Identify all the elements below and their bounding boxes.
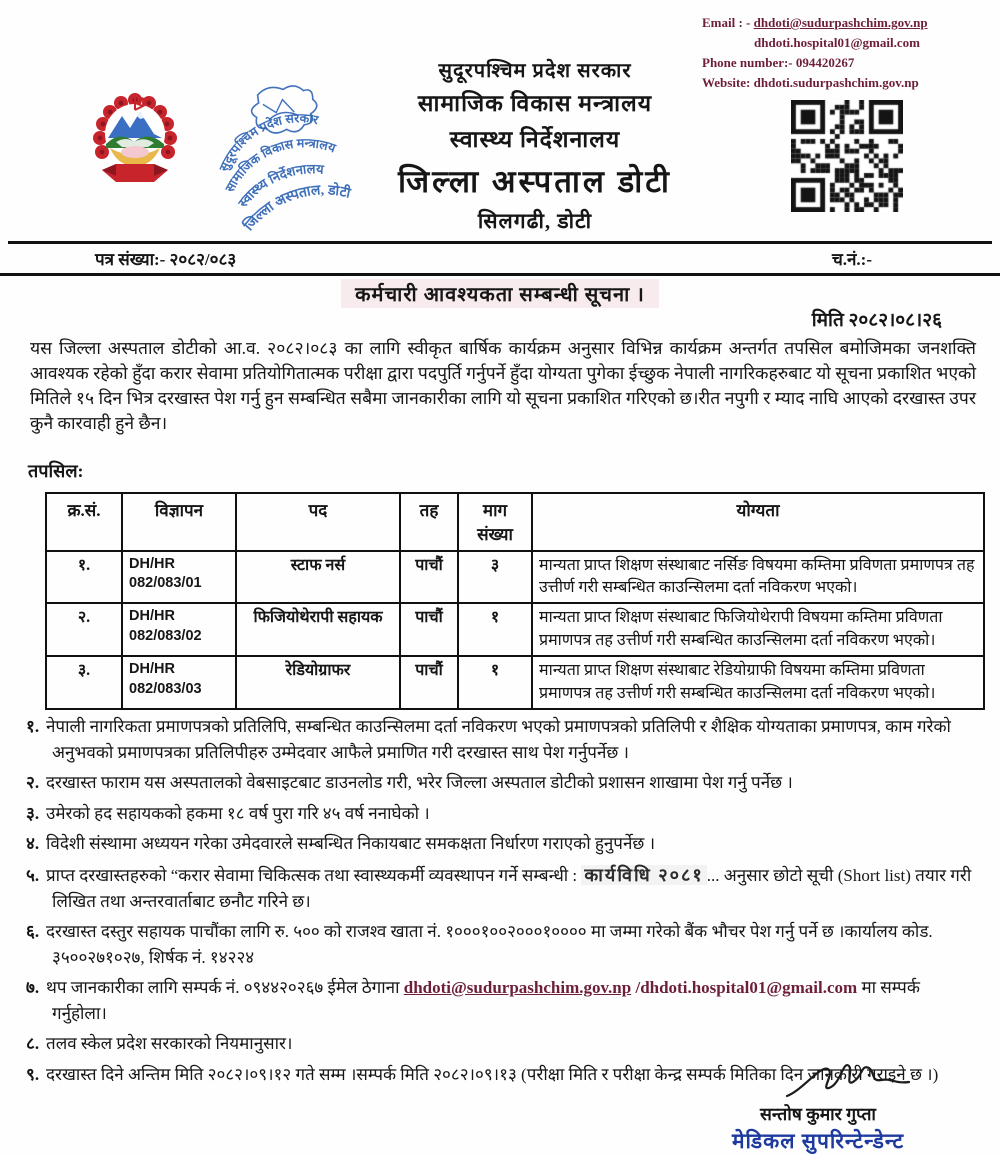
svg-text:सामाजिक विकास मन्त्रालय: सामाजिक विकास मन्त्रालय xyxy=(222,136,338,195)
table-cell: १ xyxy=(458,603,532,656)
text-segment: प्राप्त दरखास्तहरुको “करार सेवामा चिकित्सक तथा स्वास्थ्यकर्मी व्यवस्थापन गर्ने सम्बन्धी : xyxy=(46,865,582,885)
note-number: ९. xyxy=(26,1064,40,1084)
note-item xyxy=(26,919,978,970)
text-segment: ... अनुसार छोटो सूची (Short list) तयार गरी लिखित तथा अन्तरवार्ताबाट छनौट गरिने छ। xyxy=(52,865,972,911)
contact-block xyxy=(702,13,970,94)
note-item xyxy=(26,831,978,857)
table-row xyxy=(46,551,984,604)
email-secondary[interactable]: dhdoti.hospital01@gmail.com xyxy=(754,35,920,51)
vacancy-table xyxy=(45,492,985,710)
note-number: १. xyxy=(26,717,40,736)
letter-number-row xyxy=(0,247,1000,271)
svg-text:जिल्ला अस्पताल, डोटी: जिल्ला अस्पताल, डोटी xyxy=(241,183,352,235)
text-segment: दरखास्त दिने अन्तिम मिति २०८२।०९।१२ गते सम्म ।सम्पर्क मिति २०८२।०९।१३ (परीक्षा मिति र परीक्षा केन्द्र सम्पर्क मितिका दिन जानकारी गराइने छ ।) xyxy=(46,1064,939,1084)
website-url: Website: dhdoti.sudurpashchim.gov.np xyxy=(702,75,919,91)
tapasil-label: तपसिल: xyxy=(28,461,84,481)
column-header: योग्यता xyxy=(532,493,984,551)
dispatch-number: च.नं.:- xyxy=(831,250,872,269)
phone-number: Phone number:- 094420267 xyxy=(702,55,855,71)
table-cell: पाचौं xyxy=(400,603,458,656)
table-cell: पाचौं xyxy=(400,551,458,604)
note-item xyxy=(26,801,978,827)
table-cell: मान्यता प्राप्त शिक्षण संस्थाबाट फिजियोथेरापी विषयमा कम्तिमा प्रविणता प्रमाणपत्र तह उत्तीर्ण गरी सम्बन्धित काउन्सिलमा दर्ता नविकरण भएको। xyxy=(532,603,984,656)
table-cell: DH/HR 082/083/03 xyxy=(122,656,236,709)
header-office-block xyxy=(330,56,740,235)
table-cell: मान्यता प्राप्त शिक्षण संस्थाबाट नर्सिङ विषयमा कम्तिमा प्रविणता प्रमाणपत्र तह उत्तीर्ण गरी सम्बन्धित काउन्सिलमा दर्ता नविकरण भएको। xyxy=(532,551,984,604)
notice-date: मिति २०८२।०८।२६ xyxy=(811,310,942,331)
table-cell: ३. xyxy=(46,656,122,709)
text-segment: तलव स्केल प्रदेश सरकारको नियमानुसार। xyxy=(46,1034,293,1053)
table-cell: १. xyxy=(46,551,122,604)
column-header: तह xyxy=(400,493,458,551)
text-segment: Email : - xyxy=(702,15,754,30)
contact-line xyxy=(702,33,970,53)
horizontal-rule-top xyxy=(8,241,992,244)
note-item xyxy=(26,714,978,765)
signatory-title: मेडिकल सुपरिन्टेन्डेन्ट xyxy=(731,1129,905,1153)
qr-code xyxy=(791,100,903,212)
text-segment: विदेशी संस्थामा अध्ययन गरेका उमेदवारले सम्बन्धित निकायबाट समकक्षता निर्धारण गराएको हुनुपर्नेछ । xyxy=(46,834,656,853)
contact-line xyxy=(702,13,970,33)
contact-line xyxy=(702,53,970,73)
column-header: माग संख्या xyxy=(458,493,532,551)
table-cell: पाचौं xyxy=(400,656,458,709)
header-ministry: सामाजिक विकास मन्त्रालय xyxy=(417,91,653,116)
note-number: ६. xyxy=(26,922,40,941)
text-segment: थप जानकारीका लागि सम्पर्क नं. ०९४४२०२६७ ईमेल ठेगाना xyxy=(46,978,404,997)
column-header: पद xyxy=(236,493,400,551)
header-province: सुदूरपश्चिम प्रदेश सरकार xyxy=(438,60,632,82)
table-cell: DH/HR 082/083/02 xyxy=(122,603,236,656)
horizontal-rule-bottom xyxy=(0,273,1000,276)
letter-number: पत्र संख्या:- २०८२/०८३ xyxy=(95,250,237,269)
email-secondary-note[interactable]: /dhdoti.hospital01@gmail.com xyxy=(631,978,858,997)
header-hospital-name: जिल्ला अस्पताल डोटी xyxy=(398,164,672,199)
table-cell: २. xyxy=(46,603,122,656)
table-cell: DH/HR 082/083/01 xyxy=(122,551,236,604)
table-row xyxy=(46,656,984,709)
note-number: ३. xyxy=(26,803,40,823)
note-item xyxy=(26,1031,978,1057)
table-cell: मान्यता प्राप्त शिक्षण संस्थाबाट रेडियोग्राफी विषयमा कम्तिमा प्रविणता प्रमाणपत्र तह उत्तीर्ण गरी सम्बन्धित काउन्सिलमा दर्ता नविकरण भएको। xyxy=(532,656,984,709)
handwritten-insert: कार्यविधि २०८१ xyxy=(581,865,706,885)
note-item xyxy=(26,770,978,796)
intro-paragraph: यस जिल्ला अस्पताल डोटीको आ.व. २०८२।०८३ का लागि स्वीकृत बार्षिक कार्यक्रम अनुसार विभिन्न कार्यक्रम अन्तर्गत तपसिल बमोजिमका जनशक्ति आवश्यक रहेको हुँदा करार सेवामा प्रतियोगितात्मक परीक्षा द्वारा पदपुर्ति गर्नुपर्ने हुँदा योग्यता पुगेका ईच्छुक नेपाली नागरिकहरुबाट यो सूचना प्रकाशित भएको मितिले १५ दिन भित्र दरखास्त पेश गर्नु हुन सम्बन्धित सबैमा जानकारीका लागि यो सूचना प्रकाशित गरिएको छ।रीत नपुगी र म्याद नाघि आएको दरखास्त उपर कुनै कारवाही हुने छैन। xyxy=(30,338,976,434)
svg-text:स्वास्थ्य निर्देशनालय: स्वास्थ्य निर्देशनालय xyxy=(235,161,325,210)
signature-scribble xyxy=(783,1056,913,1104)
table-cell: ३ xyxy=(458,551,532,604)
column-header: क्र.सं. xyxy=(46,493,122,551)
note-item xyxy=(26,975,978,1026)
text-segment: दरखास्त फाराम यस अस्पतालको वेबसाइटबाट डाउनलोड गरी, भरेर जिल्ला अस्पताल डोटीको प्रशासन शाखामा पेश गर्नु पर्नेछ । xyxy=(46,773,793,792)
note-number: ५. xyxy=(26,865,40,885)
table-cell: फिजियोथेरापी सहायक xyxy=(236,603,400,656)
vacancy-table-header xyxy=(46,493,984,551)
nepal-emblem-logo xyxy=(82,86,190,216)
note-number: २. xyxy=(26,773,40,792)
signatory-name: सन्तोष कुमार गुप्ता xyxy=(760,1104,876,1124)
column-header: विज्ञापन xyxy=(122,493,236,551)
table-cell: स्टाफ नर्स xyxy=(236,551,400,604)
text-segment: मा सम्पर्क गर्नुहोला। xyxy=(52,978,920,1023)
contact-line xyxy=(702,73,970,93)
text-segment: नेपाली नागरिकता प्रमाणपत्रको प्रतिलिपि, सम्बन्धित काउन्सिलमा दर्ता नविकरण भएको प्रमाणपत्रको प्रतिलिपी र शैक्षिक योग्यताका प्रमाणपत्र, काम गरेको अनुभवको प्रमाणपत्रका प्रतिलिपीहरु उम्मेदवार आफैले प्रमाणित गरी दरखास्त साथ पेश गर्नुपर्नेछ । xyxy=(46,717,951,762)
signature-block xyxy=(688,1056,948,1155)
table-row xyxy=(46,603,984,656)
note-number: ८. xyxy=(26,1034,40,1053)
text-segment: उमेरको हद सहायकको हकमा १८ वर्ष पुरा गरि ४५ वर्ष ननाघेको । xyxy=(46,803,430,823)
header-directorate: स्वास्थ्य निर्देशनालय xyxy=(449,127,621,152)
table-cell: रेडियोग्राफर xyxy=(236,656,400,709)
header-place: सिलगढी, डोटी xyxy=(477,209,593,233)
notice-title: कर्मचारी आवश्यकता सम्बन्धी सूचना । xyxy=(341,279,659,308)
email-link[interactable]: dhdoti@sudurpashchim.gov.np xyxy=(753,15,928,30)
email-link-note[interactable]: dhdoti@sudurpashchim.gov.np xyxy=(403,978,632,997)
text-segment: दरखास्त दस्तुर सहायक पाचौंका लागि रु. ५०० को राजश्व खाता नं. १०००१००२०००१०००० मा जम्मा गरेको बैंक भौचर पेश गर्नु पर्ने छ ।कार्यालय कोड. ३५००२७१०२७, शिर्षक नं. १४२२४ xyxy=(46,922,933,967)
note-item xyxy=(26,862,978,915)
notes-list xyxy=(26,714,978,1092)
note-number: ४. xyxy=(26,834,40,853)
table-cell: १ xyxy=(458,656,532,709)
svg-text:सुदूरपश्चिम प्रदेश सरकार: सुदूरपश्चिम प्रदेश सरकार xyxy=(216,111,320,174)
note-number: ७. xyxy=(26,978,40,997)
